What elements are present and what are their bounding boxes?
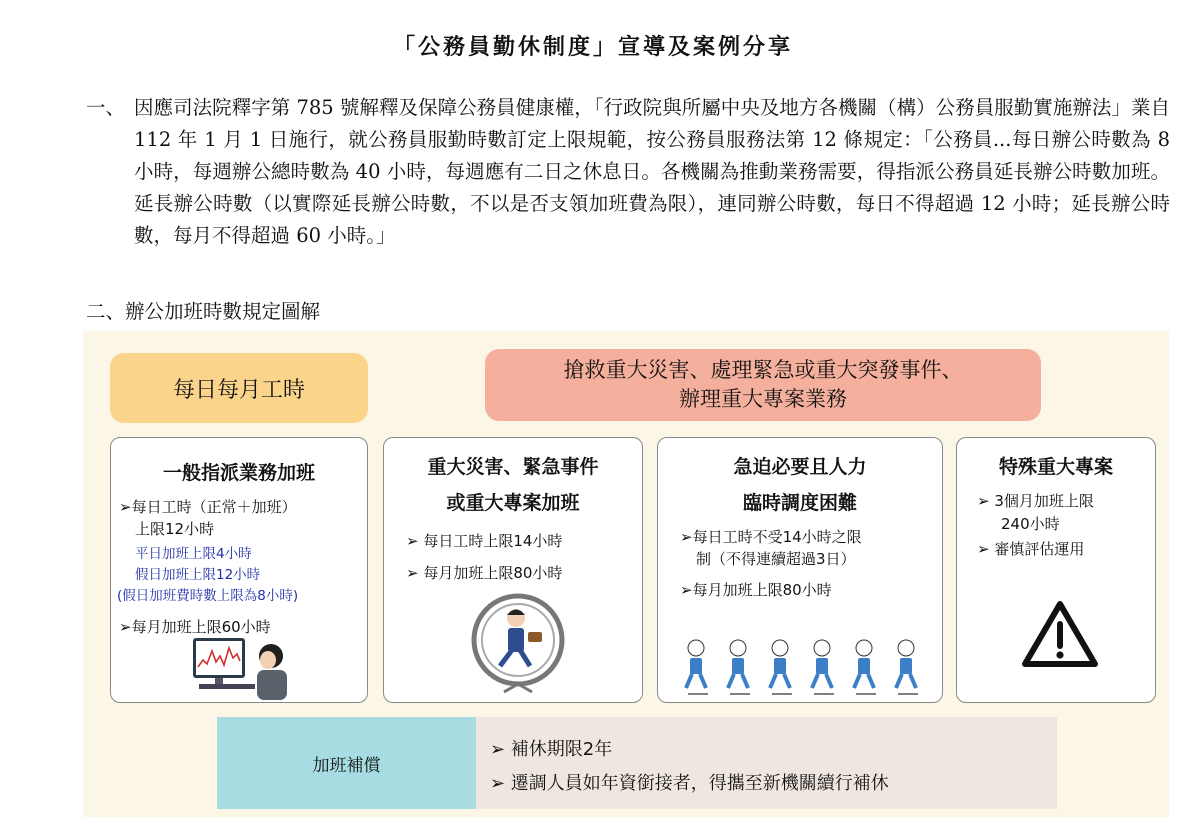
overtime-compensation-details xyxy=(476,717,1057,809)
card-major-disaster-overtime xyxy=(383,437,643,703)
section-1 xyxy=(86,92,1170,252)
header-right-line1: 搶救重大災害、處理緊急或重大突發事件、 xyxy=(563,358,963,382)
section-2-heading xyxy=(86,296,320,324)
section-2-text: 辦公加班時數規定圖解 xyxy=(125,300,321,323)
header-left-label: 每日每月工時 xyxy=(172,377,305,403)
header-major-disaster xyxy=(485,349,1041,421)
compensation-line2: ➢ 遷調人員如年資銜接者，得攜至新機關續行補休 xyxy=(490,773,889,794)
card1-title: 一般指派業務加班 xyxy=(162,462,315,484)
card4-title: 特殊重大專案 xyxy=(998,456,1113,478)
card3-title-2: 臨時調度困難 xyxy=(742,492,857,514)
compensation-label-text: 加班補償 xyxy=(312,755,381,776)
card1-line1: ➢每日工時（正常＋加班） xyxy=(119,498,297,516)
card2-line2: ➢ 每月加班上限80小時 xyxy=(406,564,563,582)
office-worker-illustration xyxy=(191,634,295,700)
hamster-wheel-runner-illustration xyxy=(468,588,568,694)
card3-line1: ➢每日工時不受14小時之限 xyxy=(680,528,862,546)
card1-line4: 假日加班上限12小時 xyxy=(135,567,261,583)
section-1-text: 因應司法院釋字第 785 號解釋及保障公務員健康權，「行政院與所屬中央及地方各機關（構）公務員服勤實施辦法」業自 112 年 1 月 1 日施行，就公務員服勤時數訂定上限規範，按公務員服務法第 12 條規定：「公務員...每日辦公時數為 8 小時，每週辦公總時數為 40 小時，每週應有二日之休息日。各機關為推動業務需要，得指派公務員延長辦公時數加班。延長辦公時數（以實際延長辦公時數，不以是否支領加班費為限），連同辦公時數，每日不得超過 12 小時；延長辦公時數，每月不得超過 60 小時。」 xyxy=(134,96,1170,247)
section-1-number: 一、 xyxy=(86,96,126,119)
running-workers-illustration xyxy=(680,634,930,696)
card1-line6: ➢每月加班上限60小時 xyxy=(119,618,271,636)
card1-line5: (假日加班費時數上限為8小時) xyxy=(117,588,299,604)
card1-line2: 上限12小時 xyxy=(135,520,215,538)
card2-title-2: 或重大專案加班 xyxy=(446,492,580,514)
card-urgent-staffing xyxy=(657,437,943,703)
card-general-overtime xyxy=(110,437,368,703)
card3-title-1: 急迫必要且人力 xyxy=(733,456,867,478)
card4-line3: ➢ 審慎評估運用 xyxy=(977,540,1085,558)
header-daily-monthly-hours xyxy=(110,353,368,423)
card4-line1: ➢ 3個月加班上限 xyxy=(977,492,1094,510)
warning-icon xyxy=(1019,598,1101,670)
card3-line3: ➢每月加班上限80小時 xyxy=(680,581,832,599)
card1-line3: 平日加班上限4小時 xyxy=(135,546,252,562)
overtime-rules-figure xyxy=(83,331,1169,817)
document-title: 「公務員勤休制度」宣導及案例分享 xyxy=(392,34,793,60)
compensation-line1: ➢ 補休期限2年 xyxy=(490,739,613,760)
card3-line2: 制（不得連續超過3日） xyxy=(696,550,856,568)
overtime-compensation-label xyxy=(217,717,476,809)
header-right-line2: 辦理重大專案業務 xyxy=(679,387,847,411)
card-special-project xyxy=(956,437,1156,703)
card4-line2: 240小時 xyxy=(1001,515,1060,533)
card2-line1: ➢ 每日工時上限14小時 xyxy=(406,532,563,550)
card2-title-1: 重大災害、緊急事件 xyxy=(427,456,599,478)
section-2-number: 二、 xyxy=(86,300,126,323)
